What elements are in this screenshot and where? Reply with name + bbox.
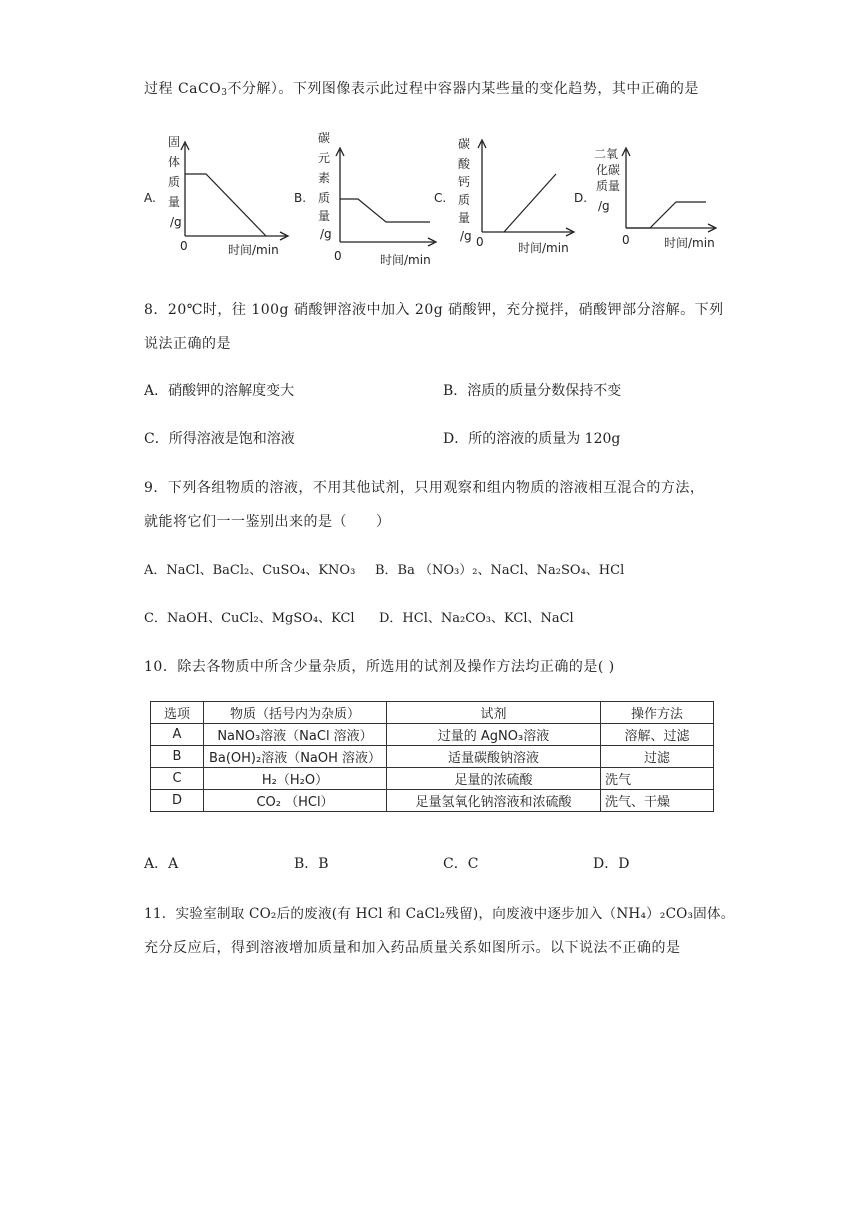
svg-text:元: 元 — [318, 151, 331, 165]
table-cell: CO₂ （HCl） — [204, 790, 387, 812]
svg-text:量: 量 — [318, 209, 331, 223]
table-cell: 洗气、干燥 — [601, 790, 714, 812]
table-cell: 溶解、过滤 — [601, 724, 714, 746]
table-cell: D — [151, 790, 204, 812]
svg-text:体: 体 — [168, 155, 181, 169]
graph-a-option: A. — [144, 191, 156, 205]
svg-text:固: 固 — [168, 135, 181, 149]
q9-option-a: A．NaCl、BaCl₂、CuSO₄、KNO₃ — [144, 563, 356, 578]
graph-b-curve — [340, 199, 430, 222]
q9-option-b: B．Ba （NO₃）₂、NaCl、Na₂SO₄、HCl — [375, 563, 625, 578]
table-header-cell: 物质（括号内为杂质） — [204, 702, 387, 724]
table-cell: 过滤 — [601, 746, 714, 768]
svg-text:0: 0 — [180, 239, 188, 253]
q9-stem-line2: 就能将它们一一鉴别出来的是（ ） — [144, 514, 391, 530]
q8-option-a: A．硝酸钾的溶解度变大 — [144, 383, 295, 399]
table-header-cell: 试剂 — [387, 702, 601, 724]
q10-table — [150, 701, 714, 812]
table-cell: B — [151, 746, 204, 768]
svg-text:质量: 质量 — [596, 179, 621, 193]
table-row — [151, 746, 714, 768]
table-cell: Ba(OH)₂溶液（NaOH 溶液） — [204, 746, 387, 768]
graph-a — [140, 128, 300, 263]
table-cell: 适量碳酸钠溶液 — [387, 746, 601, 768]
svg-text:0: 0 — [334, 249, 342, 263]
svg-text:/g: /g — [460, 229, 472, 243]
table-cell: A — [151, 724, 204, 746]
table-cell: H₂（H₂O） — [204, 768, 387, 790]
table-row — [151, 768, 714, 790]
svg-text:质: 质 — [318, 191, 331, 205]
svg-text:时间/min: 时间/min — [518, 241, 569, 255]
table-cell: C — [151, 768, 204, 790]
table-cell: NaNO₃溶液（NaCl 溶液） — [204, 724, 387, 746]
svg-text:0: 0 — [476, 235, 484, 249]
q7-stem: 过程 CaCO$_3$不分解）。下列图像表示此过程中容器内某些量的变化趋势，其中正确的是 — [144, 81, 699, 98]
svg-text:钙: 钙 — [458, 175, 471, 189]
q10-answer-d: D．D — [593, 856, 630, 872]
table-cell: 洗气 — [601, 768, 714, 790]
svg-text:质: 质 — [168, 175, 181, 189]
graph-b — [292, 128, 442, 268]
svg-text:/g: /g — [598, 199, 610, 213]
svg-text:0: 0 — [622, 233, 630, 247]
table-cell: 过量的 AgNO₃溶液 — [387, 724, 601, 746]
table-row — [151, 724, 714, 746]
q8-option-b: B．溶质的质量分数保持不变 — [443, 383, 622, 399]
q8-stem-line2: 说法正确的是 — [144, 336, 231, 352]
q11-stem-line1: 11．实验室制取 CO₂后的废液(有 HCl 和 CaCl₂残留)，向废液中逐步加入（NH₄）₂CO₃固体。 — [144, 906, 735, 922]
table-header-row — [151, 702, 714, 724]
svg-text:碳: 碳 — [458, 137, 471, 151]
q10-answer-b: B．B — [294, 856, 329, 872]
table-cell: 足量的浓硫酸 — [387, 768, 601, 790]
table-row — [151, 790, 714, 812]
q10-answer-c: C．C — [443, 856, 479, 872]
svg-text:二氧: 二氧 — [594, 147, 619, 161]
svg-text:时间/min: 时间/min — [380, 253, 431, 267]
q9-option-c: C．NaOH、CuCl₂、MgSO₄、KCl — [144, 611, 355, 626]
svg-text:量: 量 — [458, 211, 471, 225]
graph-c-option: C. — [434, 191, 447, 205]
svg-text:时间/min: 时间/min — [664, 236, 715, 250]
svg-text:化碳: 化碳 — [596, 163, 621, 177]
graph-d — [572, 140, 722, 255]
graph-c-curve — [504, 174, 556, 232]
svg-text:/g: /g — [320, 227, 332, 241]
q8-option-c: C．所得溶液是饱和溶液 — [144, 431, 295, 447]
svg-text:量: 量 — [168, 195, 181, 209]
svg-text:时间/min: 时间/min — [228, 243, 279, 257]
q8-stem-line1: 8．20℃时，往 100g 硝酸钾溶液中加入 20g 硝酸钾，充分搅拌，硝酸钾部分溶解。下列 — [144, 302, 724, 318]
table-header-cell: 操作方法 — [601, 702, 714, 724]
table-cell: 足量氢氧化钠溶液和浓硫酸 — [387, 790, 601, 812]
q11-stem-line2: 充分反应后，得到溶液增加质量和加入药品质量关系如图所示。以下说法不正确的是 — [144, 940, 681, 956]
svg-text:碳: 碳 — [318, 131, 331, 145]
svg-text:质: 质 — [458, 193, 471, 207]
q9-stem-line1: 9．下列各组物质的溶液，不用其他试剂，只用观察和组内物质的溶液相互混合的方法， — [144, 480, 705, 496]
q10-stem: 10．除去各物质中所含少量杂质，所选用的试剂及操作方法均正确的是( ) — [144, 659, 615, 675]
graph-d-curve — [626, 202, 706, 228]
q8-option-d: D．所的溶液的质量为 120g — [443, 431, 621, 447]
graph-a-curve — [185, 174, 266, 236]
svg-text:/g: /g — [170, 215, 182, 229]
svg-text:素: 素 — [318, 171, 331, 185]
graph-c — [432, 128, 582, 263]
q9-option-d: D．HCl、Na₂CO₃、KCl、NaCl — [379, 611, 574, 626]
q10-answer-a: A．A — [144, 856, 179, 872]
graph-d-option: D. — [574, 191, 588, 205]
table-header-cell: 选项 — [151, 702, 204, 724]
graph-b-option: B. — [294, 191, 307, 205]
svg-text:酸: 酸 — [458, 157, 471, 171]
